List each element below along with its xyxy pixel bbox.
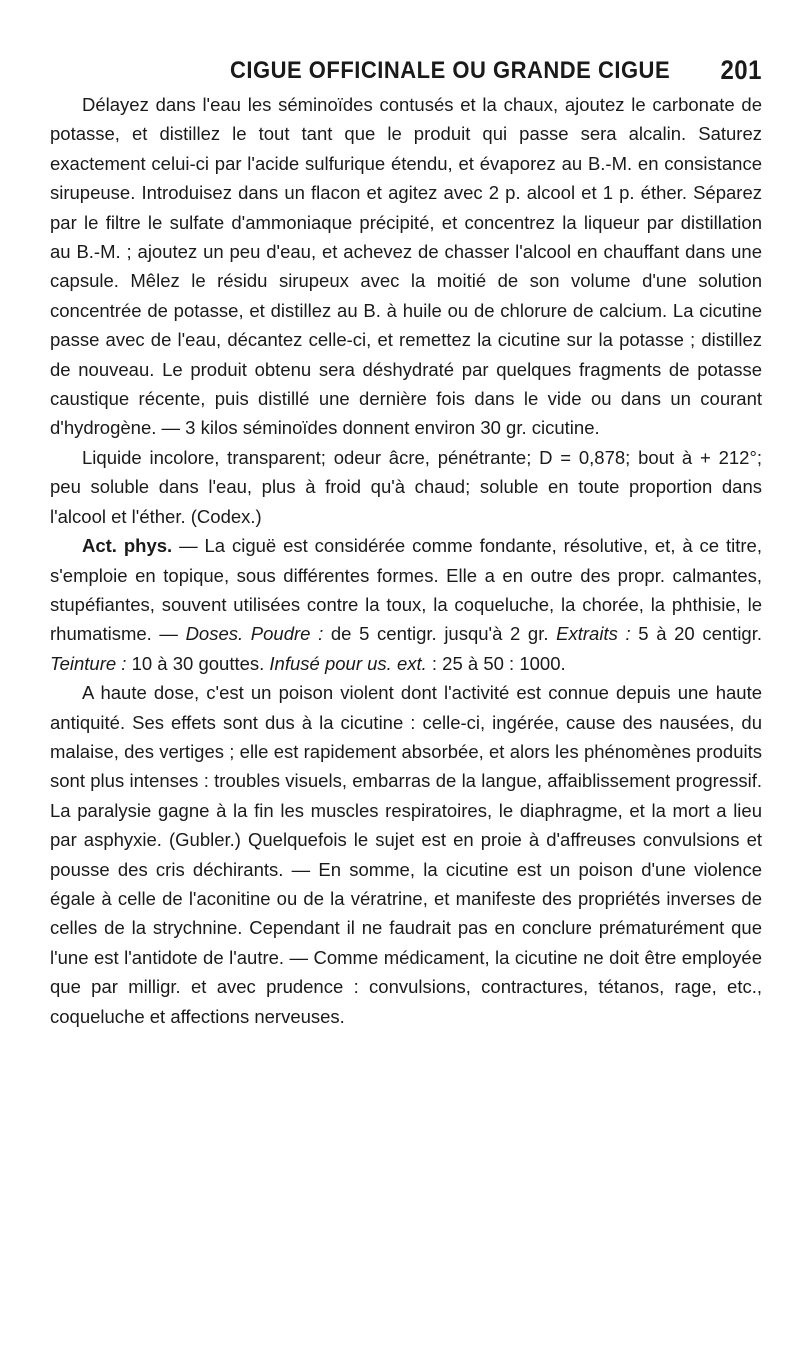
running-head: [86, 56, 762, 93]
dose-label-infusion: Infusé pour us. ext.: [269, 652, 427, 674]
paragraph-toxicity: A haute dose, c'est un poison violent dont l'activité est connue depuis une haute antiquité. Ses effets sont dus à la cicutine : celle-ci, ingérée, cause des nausées, du malaise, des vertiges ; elle est rapidement absorbée, et alors les phénomènes produits sont plus intenses : troubles visuels, embarras de la langue, affaiblissement progressif. La paralysie gagne à la fin les muscles respiratoires, le diaphragme, et la mort a lieu par asphyxie. (Gubler.) Quelquefois le sujet est en proie à d'affreuses convulsions et pousse des cris déchirants. — En somme, la cicutine est un poison d'une violence égale à celle de l'aconitine ou de la vératrine, et manifeste des propriétés inverses de celles de la strychnine. Cependant il ne faudrait pas en conclure prématurément que l'une est l'antidote de l'autre. — Comme médicament, la cicutine ne doit être employée que par milligr. et avec prudence : convulsions, contractures, tétanos, rage, etc., coqueluche et affections nerveuses.: [50, 682, 762, 1027]
dose-label-powder: Doses. Poudre :: [185, 623, 324, 645]
text-segment: 5 à 20 centigr.: [630, 623, 762, 645]
paragraph-properties: Liquide incolore, transparent; odeur âcre, pénétrante; D = 0,878; bout à + 212°; peu soluble dans l'eau, plus à froid qu'à chaud; soluble en toute proportion dans l'alcool et l'éther. (Codex.): [50, 446, 762, 527]
section-label: Act. phys.: [82, 535, 173, 557]
dose-label-tincture: Teinture :: [50, 652, 127, 674]
dose-label-extracts: Extraits :: [556, 623, 631, 645]
text-segment: — La ciguë est considérée comme fondante, résolutive, et, à ce titre, s'emploie en topique, sous différentes formes. Elle a en outre des propr. calmantes, stupéfiantes, souvent utilisées contre la toux, la coqueluche, la chorée, la phthisie, le rhumatisme. —: [50, 535, 762, 645]
running-title: CIGUE OFFICINALE OU GRANDE CIGUE: [230, 56, 671, 84]
body-text: [50, 90, 762, 1031]
text-segment: 10 à 30 gouttes.: [126, 652, 270, 674]
paragraph-preparation: Délayez dans l'eau les séminoïdes contusés et la chaux, ajoutez le carbonate de potasse, et distillez le tout tant que le produit qui passe sera alcalin. Saturez exactement celui-ci par l'acide sulfurique étendu, et évaporez au B.-M. en consistance sirupeuse. Introduisez dans un flacon et agitez avec 2 p. alcool et 1 p. éther. Séparez par le filtre le sulfate d'ammoniaque précipité, et concentrez la liqueur par distillation au B.-M. ; ajoutez un peu d'eau, et achevez de chasser l'alcool en chauffant dans une capsule. Mêlez le résidu sirupeux avec la moitié de son volume d'une solution concentrée de potasse, et distillez au B. à huile ou de chlorure de calcium. La cicutine passe avec de l'eau, décantez celle-ci, et remettez la cicutine sur la potasse ; distillez de nouveau. Le produit obtenu sera déshydraté par quelques fragments de potasse caustique récente, puis distillé une dernière fois dans le vide ou dans un courant d'hydrogène. — 3 kilos séminoïdes donnent environ 30 gr. cicutine.: [50, 94, 762, 439]
text-segment: de 5 centigr. jusqu'à 2 gr.: [323, 623, 557, 645]
text-segment: : 25 à 50 : 1000.: [426, 652, 566, 674]
page-number: 201: [720, 56, 762, 86]
paragraph-physiological-action: [50, 531, 762, 678]
